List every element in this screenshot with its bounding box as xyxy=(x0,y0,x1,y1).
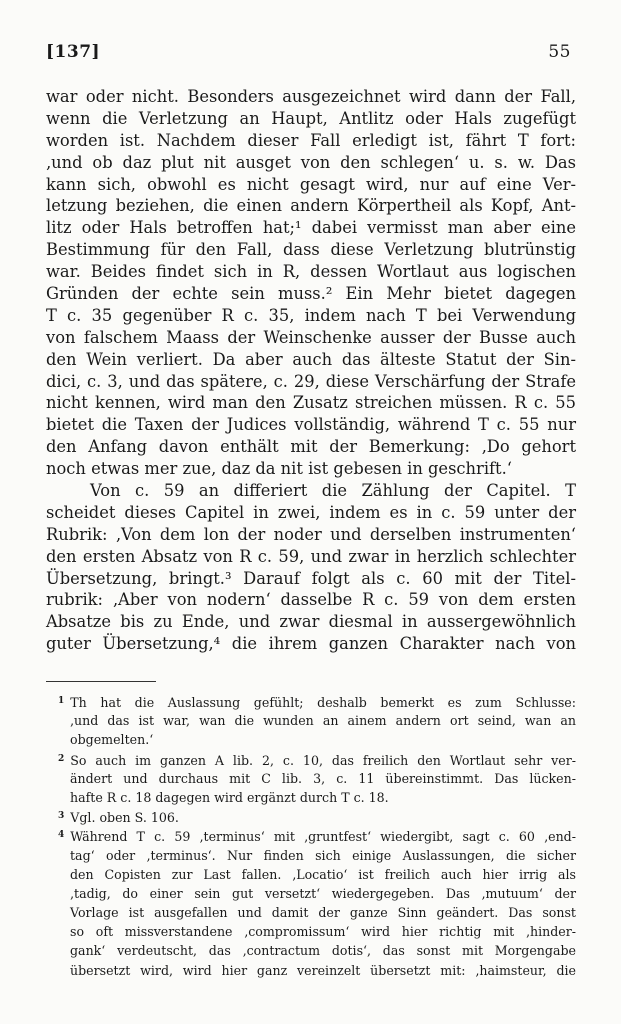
text-line: noch etwas mer zue, daz da nit ist gebesen in geschrift.‘ xyxy=(46,459,512,479)
text-line: Übersetzung, bringt.³ Darauf folgt als c. 60 mit der Titel- xyxy=(46,568,576,588)
footnote-text: ‚tadig, do einer sein gut versetzt‘ wiedergegeben. Das ‚mutuum‘ der xyxy=(70,885,576,901)
footnote-line xyxy=(46,711,576,730)
text-line: ‚und ob daz plut nit ausget von den schlegen‘ u. s. w. Das xyxy=(46,152,576,172)
footnote-text: gank‘ verdeutscht, das ‚contractum dotis‘, das sonst mit Morgengabe xyxy=(70,943,576,959)
footnote-line xyxy=(46,884,576,903)
footnote-line xyxy=(46,769,576,788)
footnote-text: so oft missverstandene ‚compromissum‘ wird hier richtig mit ‚hinder- xyxy=(70,924,576,940)
footnote-text: den Copisten zur Last fallen. ‚Locatio‘ ist freilich auch hier irrig als xyxy=(70,866,576,882)
footnote-text: tag‘ oder ‚terminus‘. Nur finden sich einige Auslassungen, die sicher xyxy=(70,847,576,863)
text-line: guter Übersetzung,⁴ die ihrem ganzen Charakter nach von xyxy=(46,634,576,654)
footnote-text: hafte R c. 18 dagegen wird ergänzt durch T c. 18. xyxy=(70,789,389,805)
footnote-divider xyxy=(46,681,156,682)
footnote-line xyxy=(46,961,576,980)
footnote-line xyxy=(46,865,576,884)
footnote-line xyxy=(46,846,576,865)
footnote-marker: 4 xyxy=(58,830,65,841)
page-number: 55 xyxy=(548,42,571,62)
footnote-line xyxy=(46,730,576,749)
footnote-line xyxy=(46,922,576,941)
text-line: Von c. 59 an differiert die Zählung der Capitel. T xyxy=(90,481,576,501)
text-line: Gründen der echte sein muss.² Ein Mehr bietet dagegen xyxy=(46,284,576,304)
text-line: Bestimmung für den Fall, dass diese Verletzung blutrünstig xyxy=(46,240,576,260)
footnote-line xyxy=(46,788,576,807)
footnote-text: ‚und das ist war, wan die wunden an ainem andern ort seind, wan an xyxy=(70,713,576,729)
footnote-marker: 2 xyxy=(58,753,65,764)
text-line: wenn die Verletzung an Haupt, Antlitz oder Hals zugefügt xyxy=(46,108,576,128)
text-line: den ersten Absatz von R c. 59, und zwar in herzlich schlechter xyxy=(46,546,576,566)
text-line: nicht kennen, wird man den Zusatz streichen müssen. R c. 55 xyxy=(46,393,576,413)
text-line: den Wein verliert. Da aber auch das älteste Statut der Sin- xyxy=(46,349,576,369)
text-line: den Anfang davon enthält mit der Bemerkung: ‚Do gehort xyxy=(46,437,576,457)
footnote-line xyxy=(46,692,576,711)
text-line: rubrik: ‚Aber von nodern‘ dasselbe R c. 59 von dem ersten xyxy=(46,590,576,610)
footnote-line xyxy=(46,826,576,845)
footnote-text: Vorlage ist ausgefallen und damit der ganze Sinn geändert. Das sonst xyxy=(70,905,576,921)
footnote-text: Vgl. oben S. 106. xyxy=(70,810,179,826)
footnote-line xyxy=(46,807,576,826)
footnotes xyxy=(46,692,576,980)
text-line: von falschem Maass der Weinschenke ausser der Busse auch xyxy=(46,327,576,347)
footnote-text: übersetzt wird, wird hier ganz vereinzelt übersetzt mit: ‚haimsteur, die xyxy=(70,962,576,978)
text-line: kann sich, obwohl es nicht gesagt wird, nur auf eine Ver- xyxy=(46,174,576,194)
text-line: scheidet dieses Capitel in zwei, indem es in c. 59 unter der xyxy=(46,502,576,522)
footnote-text: So auch im ganzen A lib. 2, c. 10, das freilich den Wortlaut sehr ver- xyxy=(70,752,576,768)
footnote-text: obgemelten.‘ xyxy=(70,732,154,748)
footnote-line xyxy=(46,903,576,922)
footnote-marker: 1 xyxy=(58,696,65,706)
text-line: dici, c. 3, und das spätere, c. 29, diese Verschärfung der Strafe xyxy=(46,371,576,391)
footnote-text: Th hat die Auslassung gefühlt; deshalb bemerkt es zum Schlusse: xyxy=(70,695,576,710)
text-line: war. Beides findet sich in R, dessen Wortlaut aus logischen xyxy=(46,262,576,282)
body-text xyxy=(46,86,576,655)
text-line: bietet die Taxen der Judices vollständig, während T c. 55 nur xyxy=(46,415,576,435)
footnote-line xyxy=(46,750,576,769)
footnote-line xyxy=(46,941,576,960)
text-line: war oder nicht. Besonders ausgezeichnet wird dann der Fall, xyxy=(46,87,576,106)
text-line: Rubrik: ‚Von dem lon der noder und derselben instrumenten‘ xyxy=(46,524,576,544)
text-line: worden ist. Nachdem dieser Fall erledigt ist, fährt T fort: xyxy=(46,130,576,150)
text-line: T c. 35 gegenüber R c. 35, indem nach T bei Verwendung xyxy=(46,305,576,325)
text-line: Absatze bis zu Ende, und zwar diesmal in aussergewöhnlich xyxy=(46,612,576,632)
footnote-marker: 3 xyxy=(58,811,65,822)
footnote-text: ändert und durchaus mit C lib. 3, c. 11 übereinstimmt. Das lücken- xyxy=(70,770,576,786)
section-number: [137] xyxy=(46,42,101,62)
text-line: litz oder Hals betroffen hat;¹ dabei vermisst man aber eine xyxy=(46,218,576,238)
text-line: letzung beziehen, die einen andern Körpertheil als Kopf, Ant- xyxy=(46,196,576,216)
footnote-text: Während T c. 59 ‚terminus‘ mit ‚gruntfest‘ wiedergibt, sagt c. 60 ‚end- xyxy=(70,829,576,845)
